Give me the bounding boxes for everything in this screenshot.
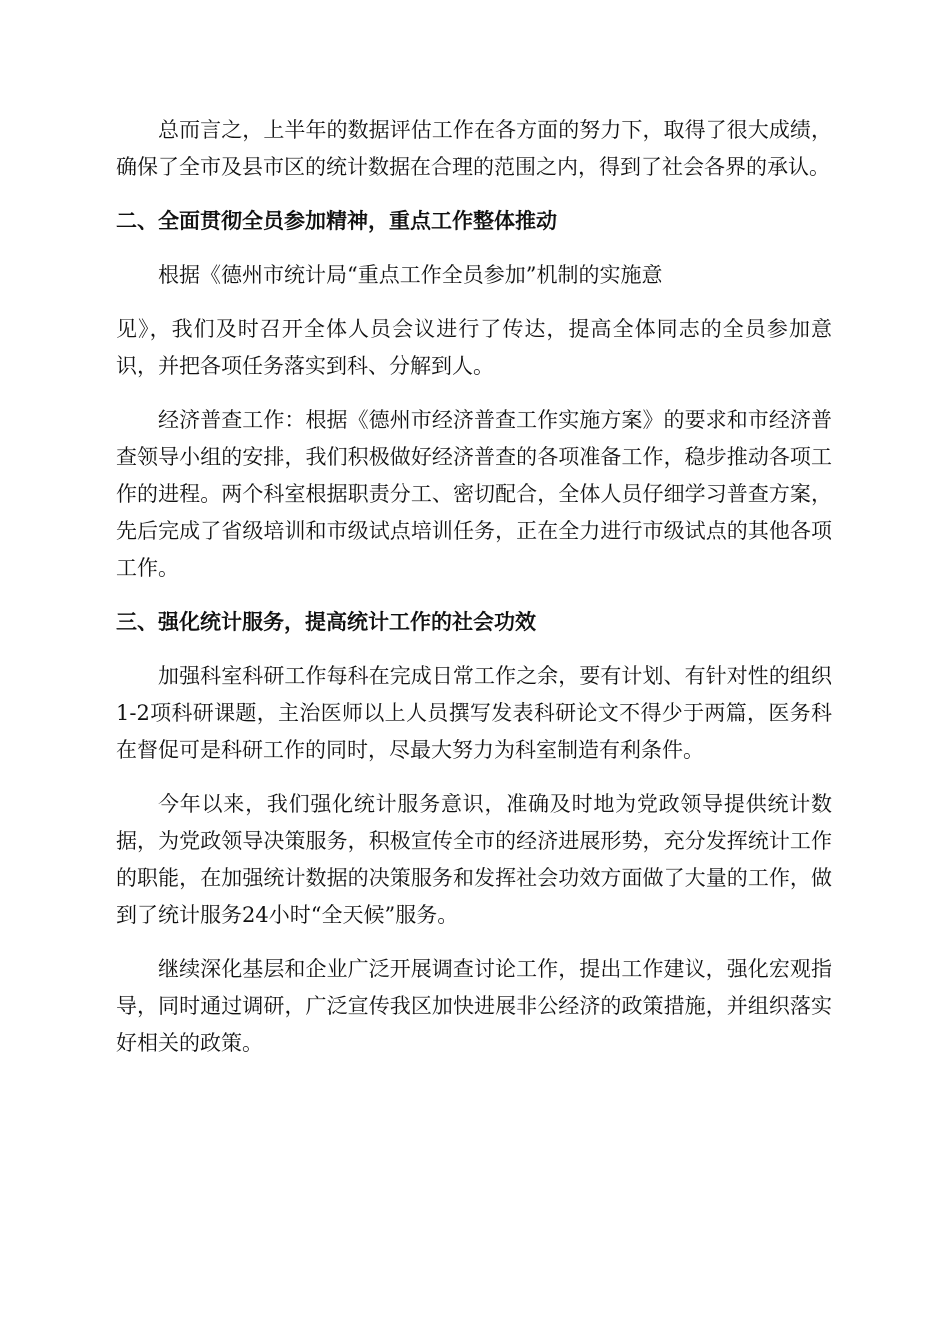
paragraph-summary: 总而言之，上半年的数据评估工作在各方面的努力下，取得了很大成绩，确保了全市及县市区的统计数据在合理的范围之内，得到了社会各界的承认。 [116, 118, 832, 179]
section-heading-2: 二、全面贯彻全员参加精神，重点工作整体推动 [116, 209, 557, 233]
paragraph-economic-census: 经济普查工作：根据《德州市经济普查工作实施方案》的要求和市经济普查领导小组的安排，我们积极做好经济普查的各项准备工作，稳步推动各项工作的进程。两个科室根据职责分工、密切配合，全体人员仔细学习普查方案，先后完成了省级培训和市级试点培训任务，正在全力进行市级试点的其他各项工作。 [116, 408, 832, 580]
document-page [116, 112, 832, 1062]
section-heading-3: 三、强化统计服务，提高统计工作的社会功效 [116, 610, 536, 634]
paragraph-mechanism-line1: 根据《德州市统计局“重点工作全员参加”机制的实施意 [158, 263, 663, 287]
paragraph-research: 加强科室科研工作每科在完成日常工作之余，要有计划、有针对性的组织1-2项科研课题，主治医师以上人员撰写发表科研论文不得少于两篇，医务科在督促可是科研工作的同时，尽最大努力为科室制造有利条件。 [116, 664, 832, 762]
paragraph-mechanism-line2: 见》，我们及时召开全体人员会议进行了传达，提高全体同志的全员参加意识，并把各项任务落实到科、分解到人。 [116, 317, 832, 378]
paragraph-grassroots-survey: 继续深化基层和企业广泛开展调查讨论工作，提出工作建议，强化宏观指导，同时通过调研，广泛宣传我区加快进展非公经济的政策措施，并组织落实好相关的政策。 [116, 957, 832, 1055]
paragraph-statistics-service: 今年以来，我们强化统计服务意识，准确及时地为党政领导提供统计数据，为党政领导决策服务，积极宣传全市的经济进展形势，充分发挥统计工作的职能，在加强统计数据的决策服务和发挥社会功效方面做了大量的工作，做到了统计服务24小时“全天候”服务。 [116, 792, 832, 927]
